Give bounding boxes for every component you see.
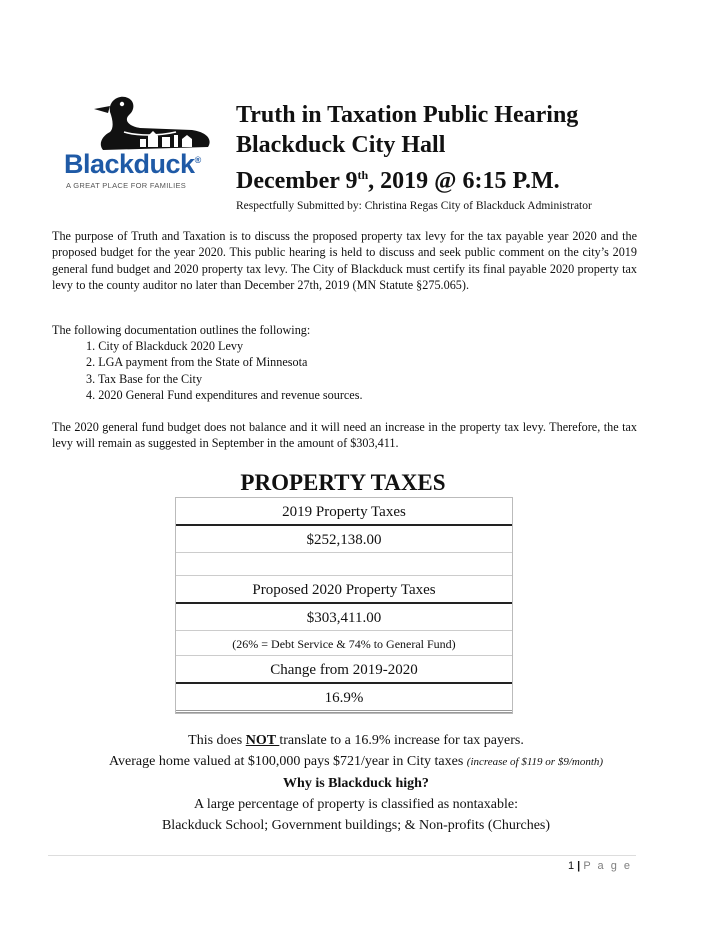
property-tax-table (175, 497, 513, 714)
table-row: $252,138.00 (176, 526, 512, 553)
logo-tagline: A GREAT PLACE FOR FAMILIES (66, 181, 187, 190)
table-row: 16.9% (176, 684, 512, 713)
list-item: 3. Tax Base for the City (86, 371, 203, 386)
closing-question: Why is Blackduck high? (283, 776, 429, 791)
list-item: 1. City of Blackduck 2020 Levy (86, 339, 244, 353)
logo-wordmark: Blackduck® (64, 149, 201, 179)
table-row: (26% = Debt Service & 74% to General Fund) (176, 631, 512, 656)
table-row: Change from 2019-2020 (176, 656, 512, 684)
list-item: 4. 2020 General Fund expenditures and revenue sources. (86, 388, 363, 403)
document-header (236, 100, 592, 212)
page-footer: 1 | P a g e (568, 860, 632, 872)
closing-line: Blackduck School; Government buildings; & Non-profits (Churches) (161, 818, 551, 833)
header-title: Truth in Taxation Public Hearing (236, 102, 579, 128)
closing-line: A large percentage of property is classified as nontaxable: (194, 797, 518, 812)
blackduck-logo (58, 92, 228, 202)
header-date: December 9th, 2019 @ 6:15 P.M. (236, 168, 560, 194)
footer-divider (48, 855, 636, 856)
closing-notes (0, 730, 712, 836)
budget-note: The 2020 general fund budget does not balance and it will need an increase in the property tax levy. Therefore, the tax levy will remain as suggested in September in the amount of $303,411. (52, 420, 637, 451)
submitted-by: Respectfully Submitted by: Christina Regas City of Blackduck Administrator (236, 200, 592, 212)
table-row: $303,411.00 (176, 604, 512, 631)
list-intro: The following documentation outlines the following: (52, 323, 311, 337)
table-row: Proposed 2020 Property Taxes (176, 576, 512, 604)
section-title: PROPERTY TAXES (240, 470, 446, 495)
documentation-list (52, 338, 636, 404)
closing-line: This does NOT translate to a 16.9% increase for tax payers. (188, 733, 524, 748)
closing-line: Average home valued at $100,000 pays $721/year in City taxes (increase of $119 or $9/month) (108, 754, 604, 769)
header-location: Blackduck City Hall (236, 132, 446, 158)
table-row (176, 553, 512, 576)
intro-paragraph: The purpose of Truth and Taxation is to discuss the proposed property tax levy for the tax payable year 2020 and the proposed budget for the year 2020. This public hearing is held to discuss and seek public comment on the city’s 2019 general fund budget and 2020 property tax levy. The City of Blackduck must certify its final payable 2020 property tax levy to the county auditor no later than December 27th, 2019 (MN Statute §275.065). (52, 229, 637, 293)
list-item: 2. LGA payment from the State of Minnesota (86, 355, 308, 370)
table-row: 2019 Property Taxes (176, 498, 512, 526)
